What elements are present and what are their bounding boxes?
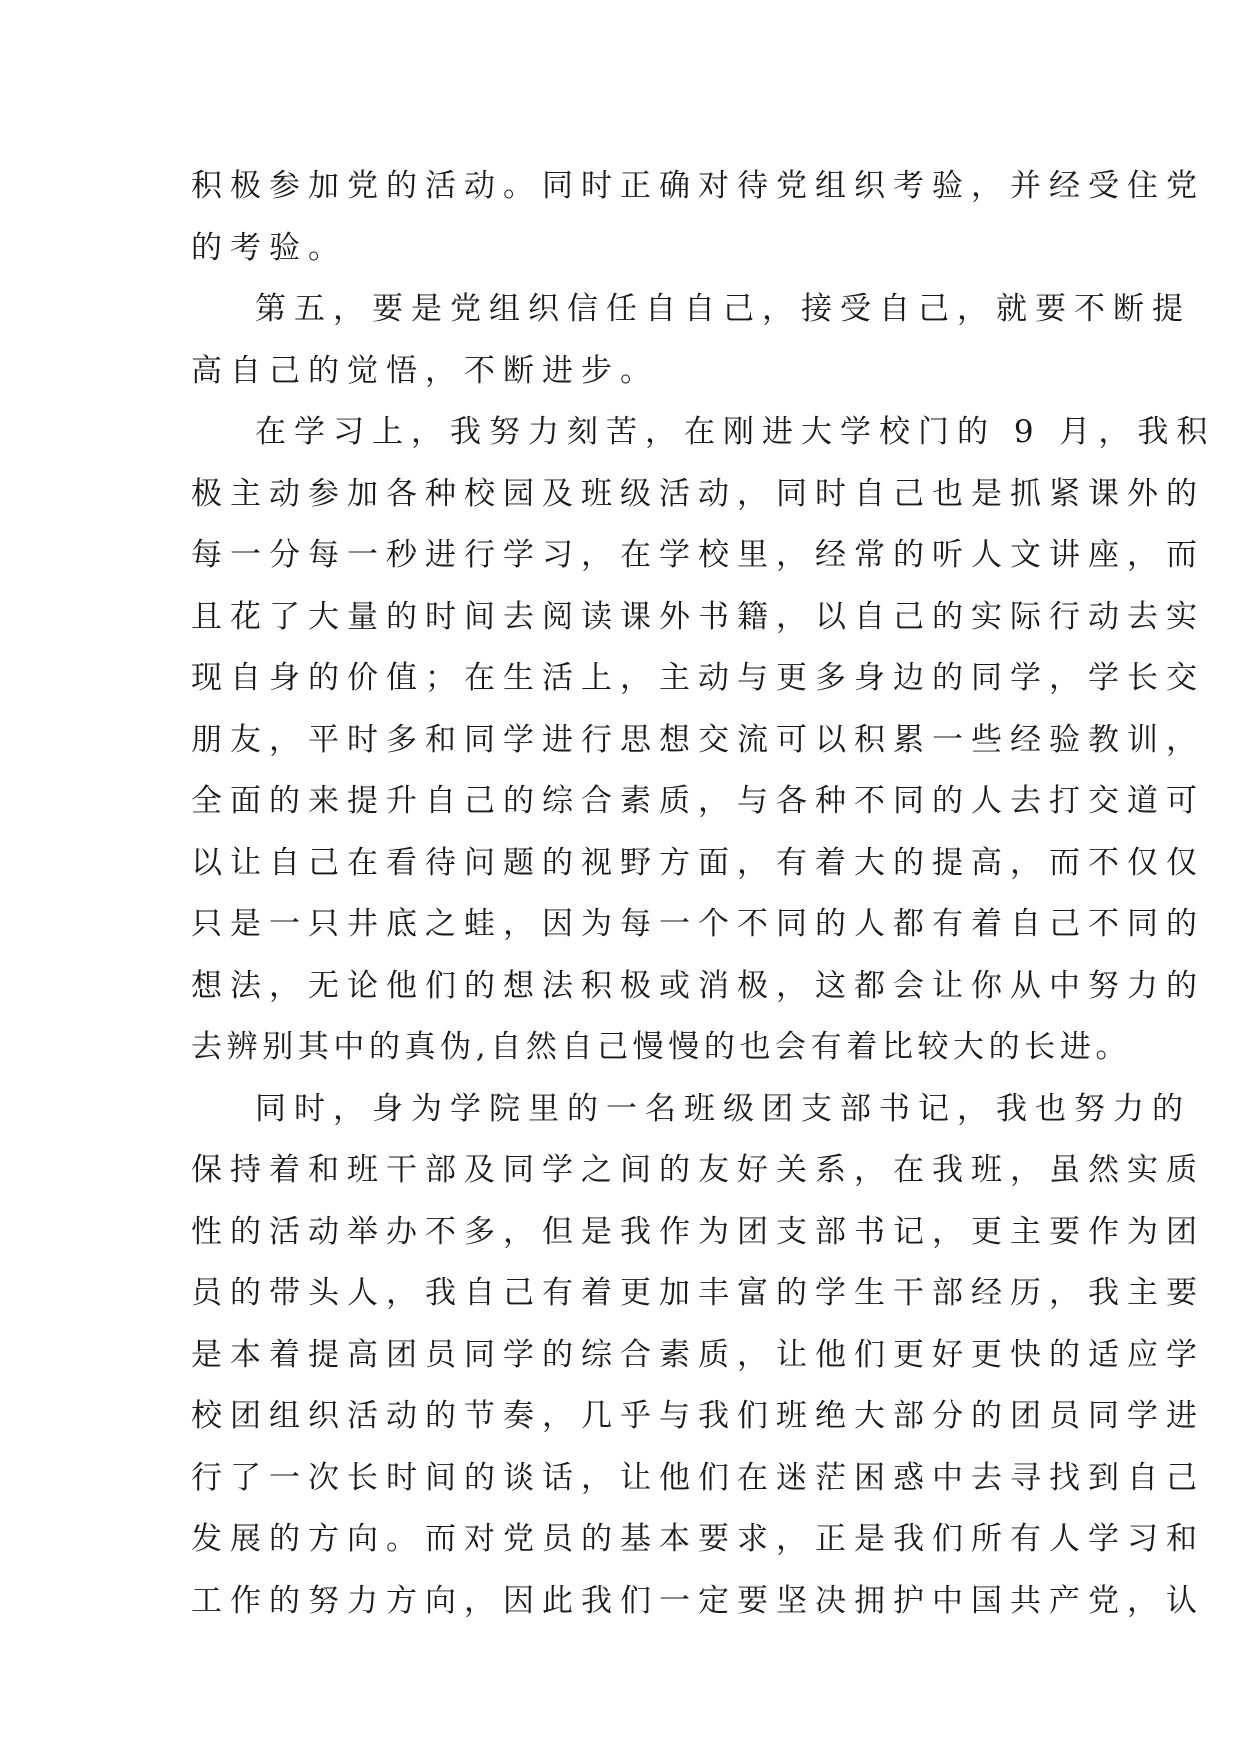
- text-line: 想法，无论他们的想法积极或消极，这都会让你从中努力的: [191, 967, 1205, 1004]
- text-line: 是本着提高团员同学的综合素质，让他们更好更快的适应学: [191, 1336, 1205, 1373]
- text-line: 在学习上，我努力刻苦，在刚进大学校门的 9 月，我积: [255, 414, 1216, 450]
- text-line: 第五，要是党组织信任自自己，接受自己，就要不断提: [255, 291, 1191, 327]
- text-line: 同时，身为学院里的一名班级团支部书记，我也努力的: [255, 1090, 1191, 1127]
- text-line: 工作的努力方向，因此我们一定要坚决拥护中国共产党，认: [191, 1582, 1205, 1619]
- text-line: 全面的来提升自己的综合素质，与各种不同的人去打交道可: [191, 783, 1205, 819]
- text-line: 且花了大量的时间去阅读课外书籍，以自己的实际行动去实: [191, 598, 1205, 635]
- text-line: 性的活动举办不多，但是我作为团支部书记，更主要作为团: [191, 1213, 1205, 1250]
- text-line: 去辨别其中的真伪,自然自己慢慢的也会有着比较大的长进。: [191, 1029, 1132, 1065]
- text-line: 行了一次长时间的谈话，让他们在迷茫困惑中去寻找到自己: [191, 1459, 1205, 1496]
- text-line: 以让自己在看待问题的视野方面，有着大的提高，而不仅仅: [191, 844, 1205, 881]
- text-line: 发展的方向。而对党员的基本要求，正是我们所有人学习和: [191, 1521, 1205, 1557]
- document-body: [191, 156, 1216, 1632]
- text-line: 每一分每一秒进行学习，在学校里，经常的听人文讲座，而: [191, 537, 1205, 573]
- text-line: 校团组织活动的节奏，几乎与我们班绝大部分的团员同学进: [191, 1398, 1205, 1434]
- text-line: 高自己的觉悟，不断进步。: [191, 352, 659, 389]
- text-line: 的考验。: [191, 229, 347, 266]
- text-line: 朋友，平时多和同学进行思想交流可以积累一些经验教训，: [191, 721, 1205, 758]
- text-line: 现自身的价值；在生活上，主动与更多身边的同学，学长交: [191, 660, 1205, 696]
- text-line: 积极参加党的活动。同时正确对待党组织考验，并经受住党: [191, 168, 1205, 204]
- text-line: 员的带头人，我自己有着更加丰富的学生干部经历，我主要: [191, 1275, 1205, 1311]
- text-line: 只是一只井底之蛙，因为每一个不同的人都有着自己不同的: [191, 906, 1205, 942]
- text-line: 极主动参加各种校园及班级活动，同时自己也是抓紧课外的: [191, 475, 1205, 512]
- text-line: 保持着和班干部及同学之间的友好关系，在我班，虽然实质: [191, 1152, 1205, 1188]
